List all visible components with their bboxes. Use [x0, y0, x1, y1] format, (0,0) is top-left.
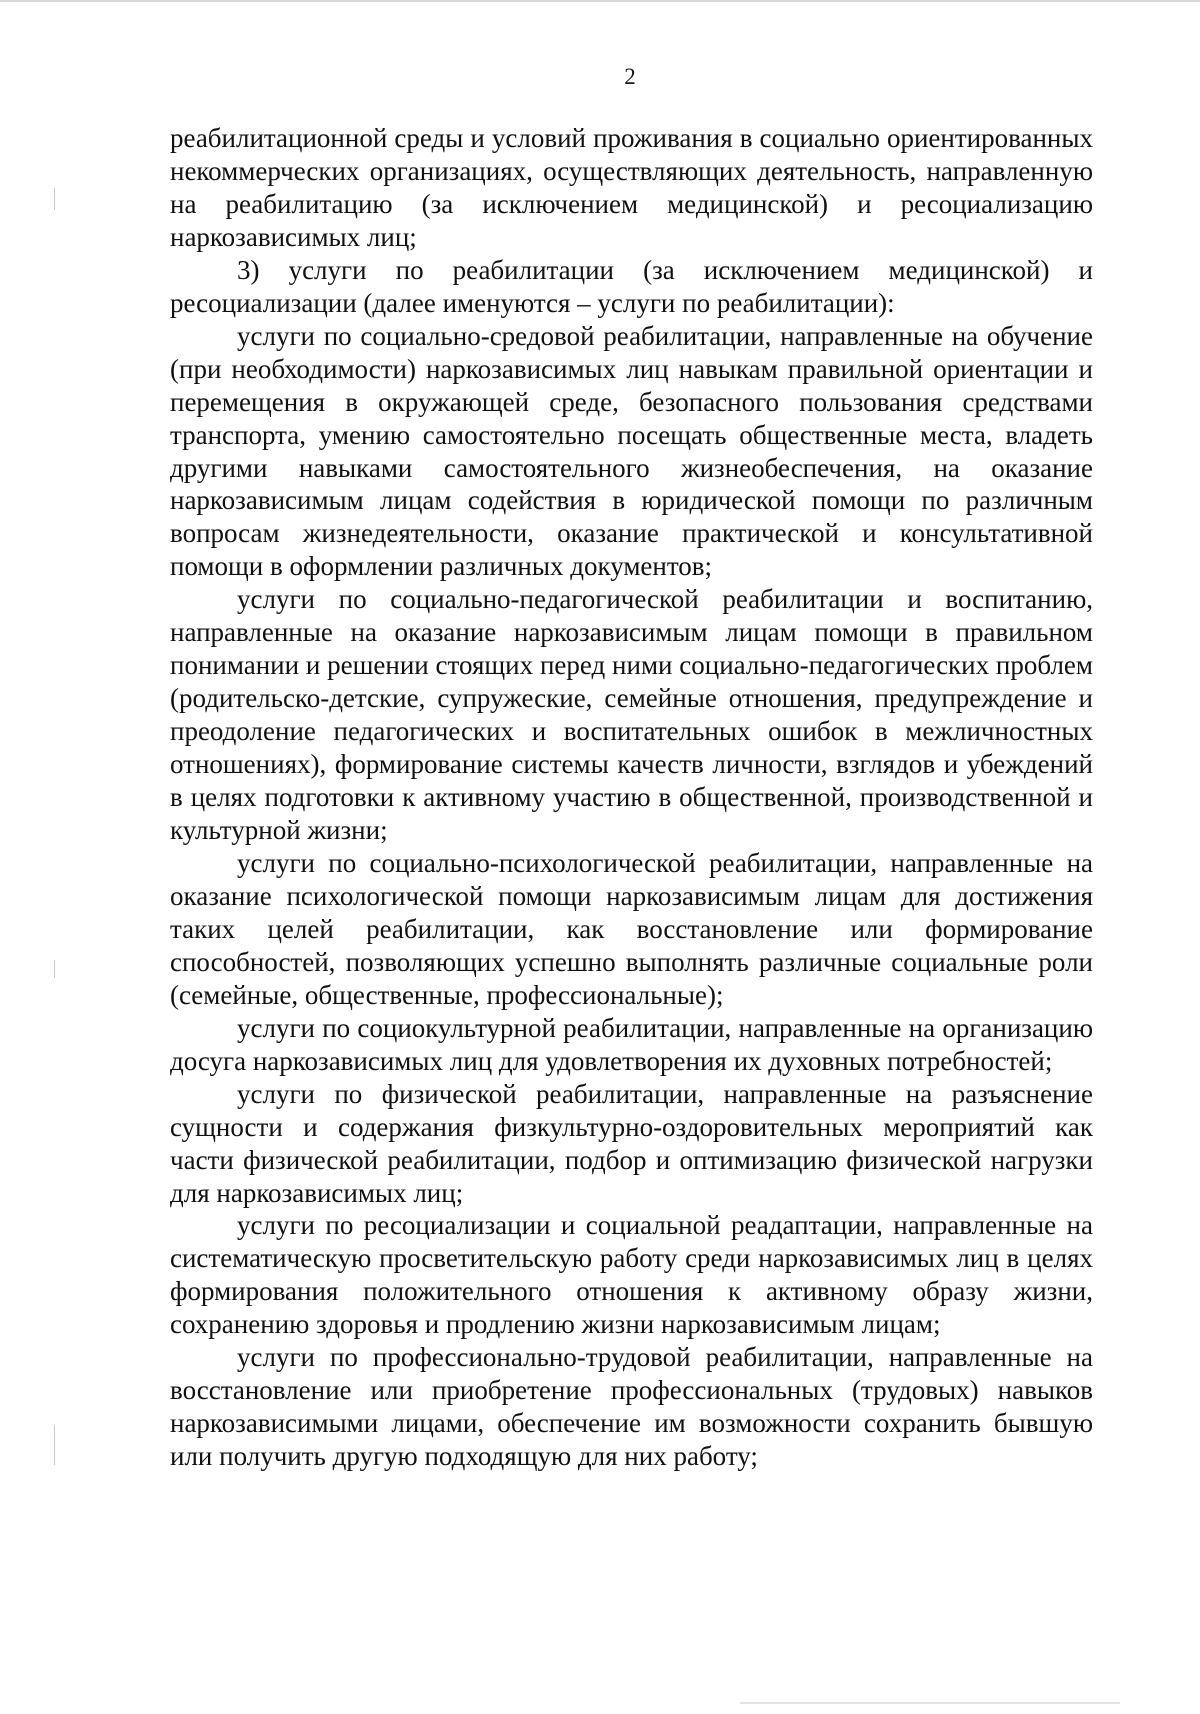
- paragraph-item-3: 3) услуги по реабилитации (за исключением медицинской) и ресоциализации (далее именуются – услуги по реабилитации):: [170, 254, 1093, 318]
- page-number: 2: [624, 64, 636, 89]
- paragraph-social-psychological: услуги по социально-психологической реабилитации, направленные на оказание психологической помощи наркозависимым лицам для достижения таких целей реабилитации, как восстановление или формирование способностей, позволяющих успешно выполнять различные социальные роли (семейные, общественные, профессиональные);: [170, 847, 1093, 1010]
- scan-margin-mark: [54, 960, 55, 978]
- paragraph-continuation: реабилитационной среды и условий проживания в социально ориентированных некоммерческих организациях, осуществляющих деятельность, направленную на реабилитацию (за исключением медицинской) и ресоциализацию наркозависимых лиц;: [170, 123, 1093, 252]
- document-body: [170, 122, 1093, 1473]
- scan-margin-mark: [54, 188, 55, 210]
- paragraph-sociocultural: услуги по социокультурной реабилитации, направленные на организацию досуга наркозависимых лиц для удовлетворения их духовных потребностей;: [170, 1012, 1093, 1076]
- paragraph-resocialization: услуги по ресоциализации и социальной реадаптации, направленные на систематическую просветительскую работу среди наркозависимых лиц в целях формирования положительного отношения к активному образу жизни, сохранению здоровья и продлению жизни наркозависимым лицам;: [170, 1210, 1093, 1340]
- scan-bottom-edge: [740, 1702, 1120, 1704]
- paragraph-social-pedagogical: услуги по социально-педагогической реабилитации и воспитанию, направленные на оказание наркозависимым лицам помощи в правильном понимании и решении стоящих перед ними социально-педагогических проблем (родительско-детские, супружеские, семейные отношения, предупреждение и преодоление педагогических и воспитательных ошибок в межличностных отношениях), формирование системы качеств личности, взглядов и убеждений в целях подготовки к активному участию в общественной, производственной и культурной жизни;: [170, 584, 1093, 846]
- paragraph-vocational: услуги по профессионально-трудовой реабилитации, направленные на восстановление или приобретение профессиональных (трудовых) навыков наркозависимыми лицами, обеспечение им возможности сохранить бывшую или получить другую подходящую для них работу;: [170, 1342, 1093, 1472]
- scan-top-edge: [0, 0, 1200, 2]
- scan-margin-mark: [54, 1425, 55, 1465]
- paragraph-social-environment: услуги по социально-средовой реабилитации, направленные на обучение (при необходимости) наркозависимых лиц навыкам правильной ориентации и перемещения в окружающей среде, безопасного пользования средствами транспорта, умению самостоятельно посещать общественные места, владеть другими навыками самостоятельного жизнеобеспечения, на оказание наркозависимым лицам содействия в юридической помощи по различным вопросам жизнедеятельности, оказание практической и консультативной помощи в оформлении различных документов;: [170, 320, 1093, 582]
- paragraph-physical: услуги по физической реабилитации, направленные на разъяснение сущности и содержания физкультурно-оздоровительных мероприятий как части физической реабилитации, подбор и оптимизацию физической нагрузки для наркозависимых лиц;: [170, 1078, 1093, 1208]
